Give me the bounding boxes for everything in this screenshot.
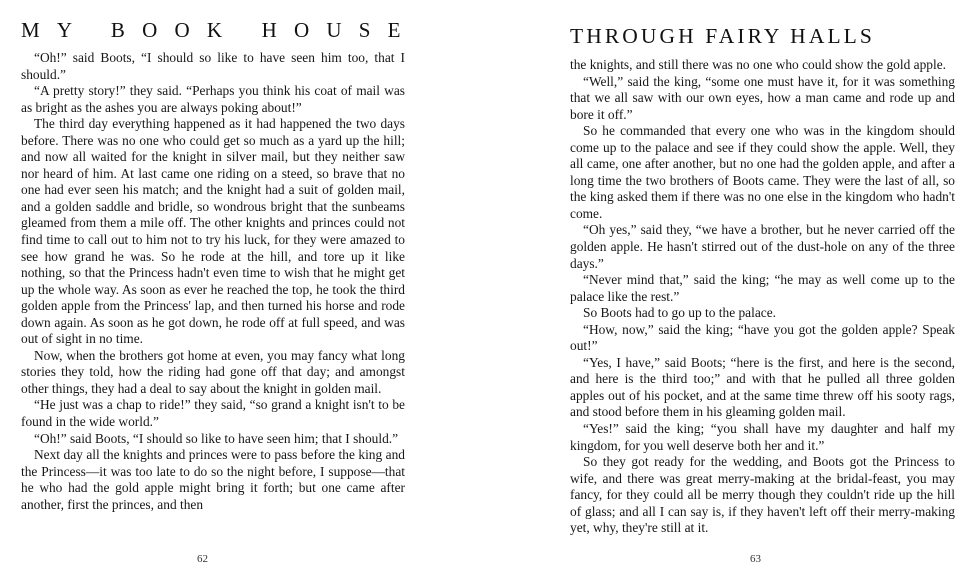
paragraph: “Yes!” said the king; “you shall have my daughter and half my kingdom, for you well deserve both her and it.” — [570, 421, 955, 453]
page-number-left: 62 — [197, 553, 208, 565]
running-header-right: THROUGH FAIRY HALLS — [570, 24, 875, 48]
paragraph: “Yes, I have,” said Boots; “here is the first, and here is the second, and here is the third too;” and with that he pulled all three golden apples out of his pocket, and at the same time threw off his sooty rags, and stood before them in his gleaming golden mail. — [570, 354, 955, 420]
paragraph: So Boots had to go up to the palace. — [583, 305, 777, 321]
paragraph: “Oh!” said Boots, “I should so like to have seen him; that I should.” — [34, 430, 399, 446]
paragraph: “Oh!” said Boots, “I should so like to have seen him too, that I should.” — [21, 50, 405, 82]
left-page — [0, 0, 484, 582]
running-header-left: MY BOOK HOUSE — [21, 18, 418, 42]
paragraph: The third day everything happened as it had happened the two days before. There was no one who could get so much as a yard up the hill; and now all waited for the knight in silver mail, but they neither saw nor heard of him. At last came one riding on a steed, so brave that no one had ever seen his match; and the knight had a suit of golden mail, and a golden saddle and bridle, so wondrous bright that the sunbeams gleamed from them a mile off. The other knights and princes could not find time to call out to him not to try his luck, for they were amazed to see how grand he was. So he rode at the hill, and tore up it like nothing, so that the Princess hadn't even time to wish that he might get up the whole way. As soon as ever he reached the top, he took the third golden apple from the Princess' lap, and then turned his horse and rode down again. As soon as he got down, he rode off at full speed, and was out of sight in no time. — [21, 116, 405, 347]
right-page — [484, 0, 969, 582]
paragraph: “Never mind that,” said the king; “he may as well come up to the palace like the rest.” — [570, 272, 955, 304]
left-page-body — [21, 50, 405, 513]
paragraph: “He just was a chap to ride!” they said, “so grand a knight isn't to be found in the wide world.” — [21, 397, 405, 430]
right-page-body — [570, 57, 955, 537]
paragraph: “A pretty story!” they said. “Perhaps you think his coat of mail was as bright as the ashes you are always poking about!” — [21, 83, 405, 115]
paragraph: So they got ready for the wedding, and Boots got the Princess to wife, and there was great merry-making at the bridal-feast, you may fancy, for they could all be merry though they couldn't ride up the hill of glass; and all I can say is, if they haven't left off their merry-making yet, why, they're still at it. — [570, 454, 955, 536]
paragraph-continuation: the knights, and still there was no one who could show the gold apple. — [570, 57, 946, 72]
paragraph: “Oh yes,” said they, “we have a brother, but he never carried off the golden apple. He hasn't stirred out of the dust-hole on any of the three days.” — [570, 222, 955, 271]
paragraph: “Well,” said the king, “some one must have it, for it was something that we all saw with our own eyes, how a man came and rode up and bore it off.” — [570, 73, 955, 122]
paragraph: Next day all the knights and princes were to pass before the king and the Princess—it was too late to do so the night before, I suppose—that he who had the gold apple might bring it forth; but one came after another, first the princes, and then — [21, 447, 405, 512]
paragraph: Now, when the brothers got home at even, you may fancy what long stories they told, how the riding had gone off that day; and amongst other things, they had a deal to say about the knight in golden mail. — [21, 347, 405, 396]
paragraph: So he commanded that every one who was in the kingdom should come up to the palace and see if they could show the apple. Well, they all came, one after another, but no one had the golden apple, and after a long time the two brothers of Boots came. They were the last of all, so the king asked them if there was no one else in the kingdom who hadn't come. — [570, 123, 955, 221]
page-number-right: 63 — [750, 553, 761, 565]
paragraph: “How, now,” said the king; “have you got the golden apple? Speak out!” — [570, 321, 955, 354]
